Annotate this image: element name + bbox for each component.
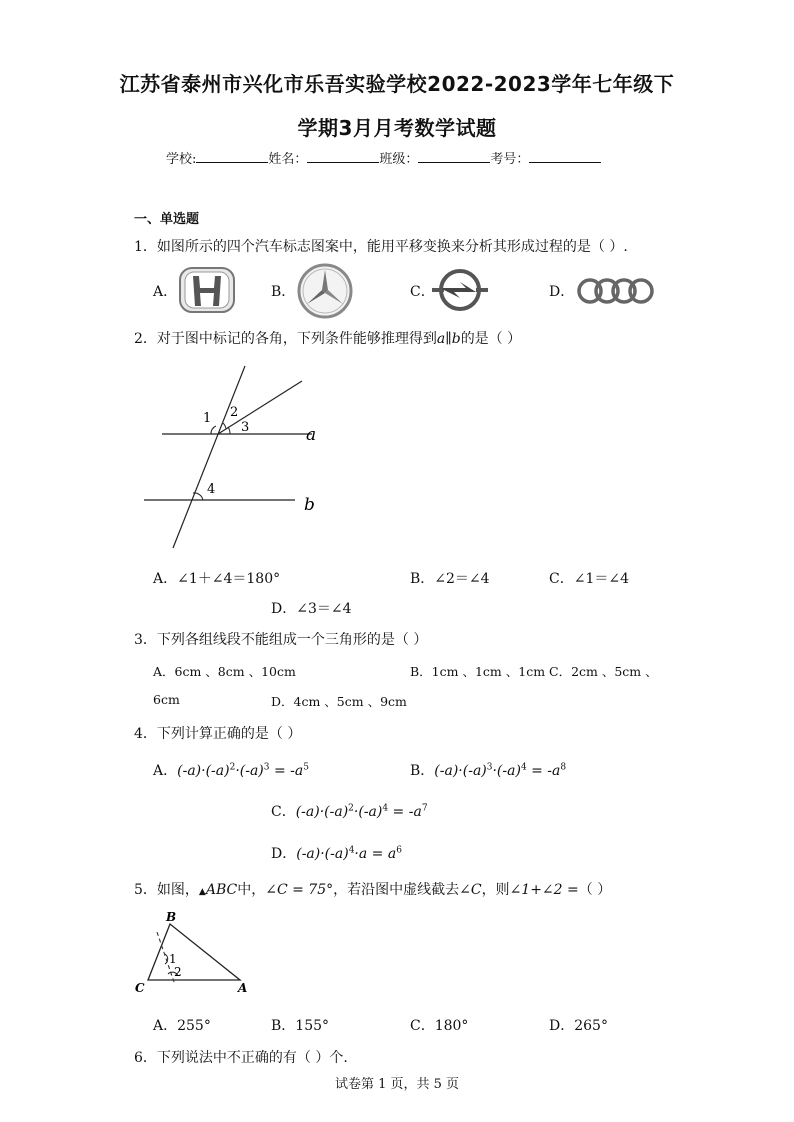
page-footer: 试卷第 1 页，共 5 页 [334,1077,460,1092]
q1-option-b-label: B． [271,284,296,300]
vertex-b-label: B [166,912,177,924]
info-line [166,148,601,167]
q4-option-b: B．$(-a)\cdot(-a)^3\cdot(-a)^4 = -a^8$ [410,762,567,779]
class-label: 班级： [379,152,419,167]
angle-1-label: 1 [203,411,212,426]
q5-angle-1-label: 1 [169,952,177,966]
vertex-c-label: C [135,981,145,994]
q1-option-c-label: C． [410,284,435,300]
q2-stem-suffix: 的是（ ） [460,331,522,347]
name-label: 姓名： [268,152,308,167]
q5-triangle-figure [132,912,252,994]
triangle-icon: ▲ [198,887,206,897]
q5-option-b: B．155° [271,1018,330,1034]
exam-no-blank [529,150,601,163]
q4-option-a: A．$(-a)\cdot(-a)^2\cdot(-a)^3 = -a^5$ [153,762,309,779]
transversal-line [173,366,245,548]
q3-option-a: A．6cm 、8cm 、10cm [153,664,296,679]
q3-option-b: B．1cm 、1cm 、1cm [410,664,546,679]
q5-angle-2-label: 2 [174,965,182,979]
q6-stem: 6．下列说法中不正确的有（ ）个. [134,1050,348,1066]
q1-stem: 1．如图所示的四个汽车标志图案中，能用平移变换来分析其形成过程的是（ ）. [134,239,628,255]
q2-option-a: A．∠1＋∠4＝180° [153,571,281,587]
mercedes-logo-icon [296,262,354,320]
line-a-label: a [306,425,317,445]
line-b-label: b [304,495,315,515]
name-blank [307,150,379,163]
q2-option-c: C．∠1＝∠4 [549,571,629,587]
section-title: 一、单选题 [134,212,200,227]
class-blank [418,150,490,163]
school-label: 学校: [166,152,197,167]
angle-3-label: 3 [241,420,250,435]
q3-stem: 3．下列各组线段不能组成一个三角形的是（ ） [134,632,428,648]
q3-option-c-cont: 6cm [153,692,180,707]
exam-no-label: 考号： [490,152,530,167]
q2-stem [134,328,521,348]
q5-stem: 5．如图，▲ABC中，∠C = 75°，若沿图中虚线截去∠C，则∠1+∠2 =（ ） [134,882,612,898]
page-title-line1: 江苏省泰州市兴化市乐吾实验学校2022-2023学年七年级下 [119,72,675,96]
q2-parallel-lines-figure [140,360,330,555]
q4-stem: 4．下列计算正确的是（ ） [134,726,302,742]
audi-logo-icon [576,274,656,308]
q1-option-a-label: A． [153,284,178,300]
q1-option-d-label: D． [549,284,575,300]
page-title-line2: 学期3月月考数学试题 [297,116,497,140]
school-blank [196,150,268,163]
q2-stem-math: a∥b [436,331,461,347]
q5-option-d: D．265° [549,1018,608,1034]
honda-logo-icon [178,266,236,314]
q5-option-a: A．255° [153,1018,211,1034]
q3-option-c: C．2cm 、5cm 、 [549,664,658,679]
angle-4-label: 4 [207,482,216,497]
q2-stem-prefix: 2．对于图中标记的各角，下列条件能够推理得到 [134,331,437,347]
angle-2-label: 2 [230,405,239,420]
opel-logo-icon [430,266,490,314]
q3-option-d: D．4cm 、5cm 、9cm [271,694,407,709]
q4-option-d: D．$(-a)\cdot(-a)^4\cdot a = a^6$ [271,845,402,862]
q5-option-c: C．180° [410,1018,469,1034]
triangle-abc [148,924,240,980]
q4-option-c: C．$(-a)\cdot(-a)^2\cdot(-a)^4 = -a^7$ [271,803,428,820]
vertex-a-label: A [238,981,248,994]
q2-option-b: B．∠2＝∠4 [410,571,490,587]
q2-option-d: D．∠3＝∠4 [271,601,352,617]
